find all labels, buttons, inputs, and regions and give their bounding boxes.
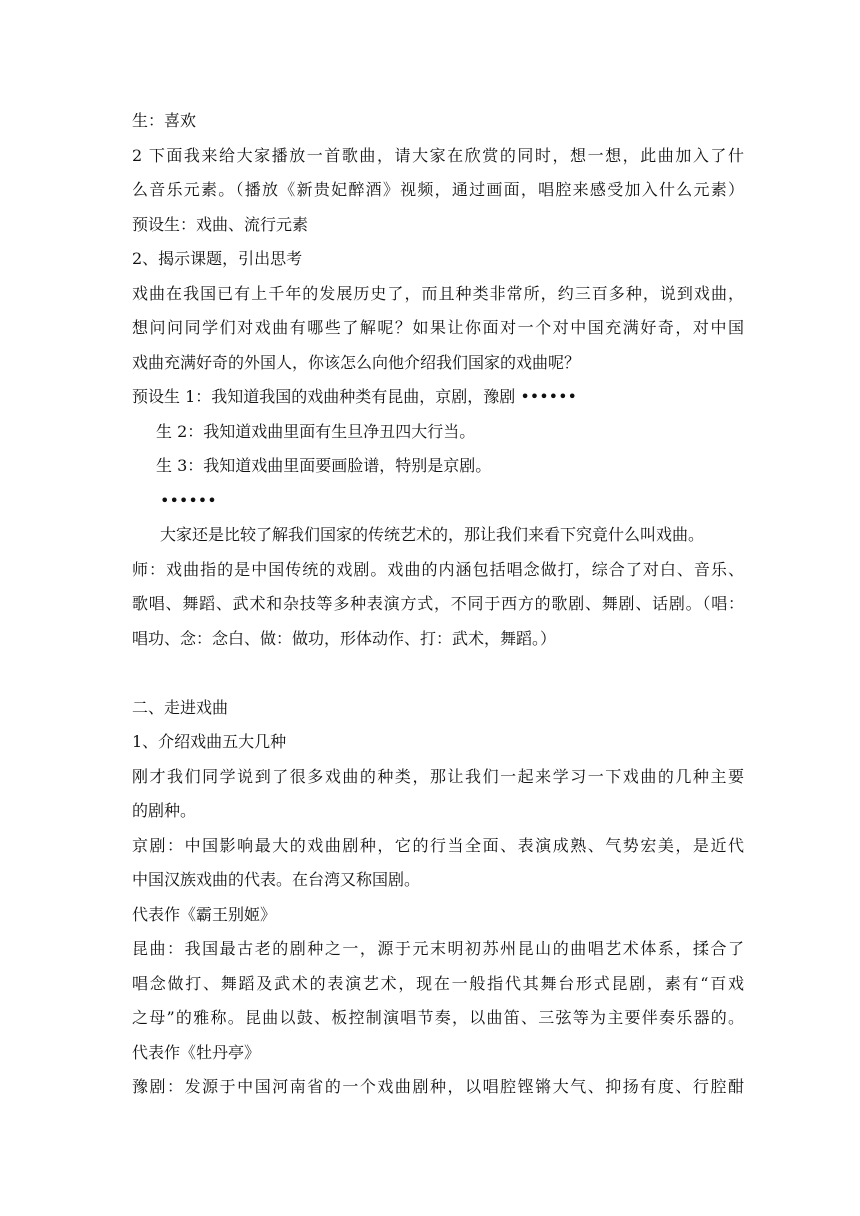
paragraph-line: 唱功、念：念白、做：做功，形体动作、打：武术，舞蹈。） xyxy=(132,628,557,648)
paragraph-line: 2 下面我来给大家播放一首歌曲，请大家在欣赏的同时，想一想，此曲加入了什 xyxy=(132,145,744,165)
paragraph-line: 生 2：我知道戏曲里面有生旦净丑四大行当。 xyxy=(156,421,476,441)
paragraph-line: 师：戏曲指的是中国传统的戏剧。戏曲的内涵包括唱念做打，综合了对白、音乐、 xyxy=(132,559,744,579)
section-heading: 二、走进戏曲 xyxy=(132,697,229,717)
paragraph-line: 预设生 1：我知道我国的戏曲种类有昆曲，京剧，豫剧 •••••• xyxy=(132,387,577,406)
paragraph-line: 昆曲：我国最古老的剧种之一，源于元末明初苏州昆山的曲唱艺术体系，揉合了 xyxy=(132,939,744,958)
paragraph-line: 想问问同学们对戏曲有哪些了解呢？如果让你面对一个对中国充满好奇，对中国 xyxy=(132,318,744,337)
paragraph-line: 预设生：戏曲、流行元素 xyxy=(132,214,309,234)
document-page xyxy=(132,104,744,1105)
paragraph-line: 刚才我们同学说到了很多戏曲的种类，那让我们一起来学习一下戏曲的几种主要 xyxy=(132,766,744,786)
paragraph-line: 之母”的雅称。昆曲以鼓、板控制演唱节奏，以曲笛、三弦等为主要伴奏乐器的。 xyxy=(132,1008,744,1027)
paragraph-line: 戏曲在我国已有上千年的发展历史了，而且种类非常所，约三百多种，说到戏曲， xyxy=(132,283,744,303)
paragraph-line: 生 3：我知道戏曲里面要画脸谱，特别是京剧。 xyxy=(156,456,492,475)
paragraph-line: 唱念做打、舞蹈及武术的表演艺术，现在一般指代其舞台形式昆剧，素有“百戏 xyxy=(132,973,744,993)
representative-work-line: 代表作《牡丹亭》 xyxy=(132,1042,261,1062)
blank-line xyxy=(132,656,744,691)
subsection-heading: 1、介绍戏曲五大几种 xyxy=(132,732,287,751)
ellipsis-line: •••••• xyxy=(160,490,217,510)
representative-work-line: 代表作《霸王别姬》 xyxy=(132,904,277,924)
paragraph-line: 的剧种。 xyxy=(132,801,197,820)
student-answer-line: 生：喜欢 xyxy=(132,111,197,130)
paragraph-line: 歌唱、舞蹈、武术和杂技等多种表演方式，不同于西方的歌剧、舞剧、话剧。（唱： xyxy=(132,594,744,613)
section-heading: 2、揭示课题，引出思考 xyxy=(132,249,303,268)
paragraph-line: 么音乐元素。（播放《新贵妃醉酒》视频，通过画面，唱腔来感受加入什么元素） xyxy=(132,180,744,199)
paragraph-line: 中国汉族戏曲的代表。在台湾又称国剧。 xyxy=(132,870,421,889)
paragraph-line: 大家还是比较了解我们国家的传统艺术的，那让我们来看下究竟什么叫戏曲。 xyxy=(160,525,705,544)
paragraph-line: 戏曲充满好奇的外国人，你该怎么向他介绍我们国家的戏曲呢？ xyxy=(132,352,581,372)
paragraph-line: 京剧：中国影响最大的戏曲剧种，它的行当全面、表演成熟、气势宏美，是近代 xyxy=(132,835,744,855)
paragraph-line: 豫剧：发源于中国河南省的一个戏曲剧种，以唱腔铿锵大气、抑扬有度、行腔酣 xyxy=(132,1077,744,1096)
